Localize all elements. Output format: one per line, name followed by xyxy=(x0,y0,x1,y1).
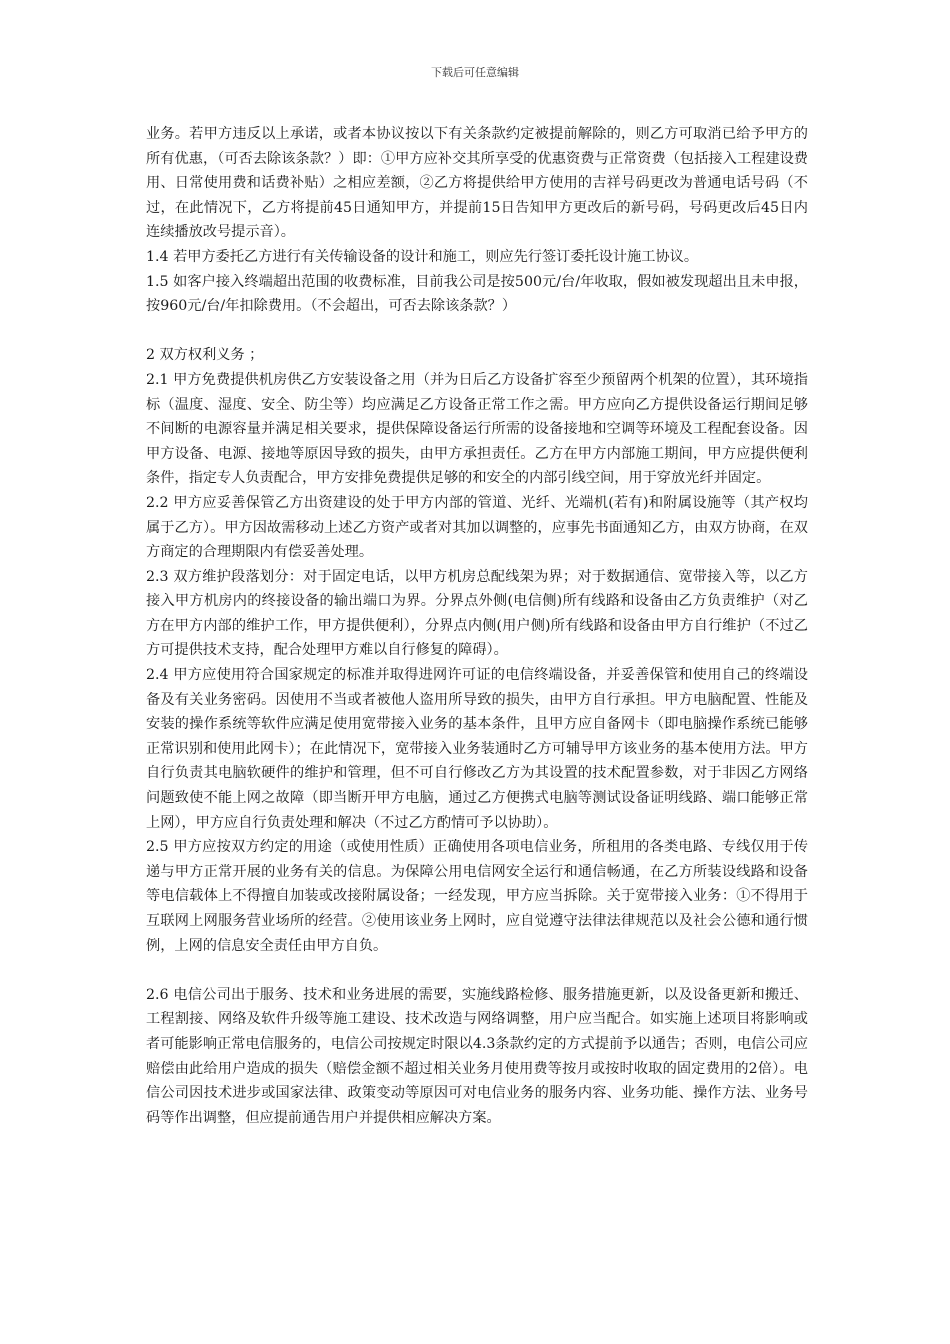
paragraph-2-5: 2.5 甲方应按双方约定的用途（或使用性质）正确使用各项电信业务，所租用的各类电路、专线仅用于传递与甲方正常开展的业务有关的信息。为保障公用电信网安全运行和通信畅通，在乙方所装设线路和设备等电信载体上不得擅自加装或改接附属设备；一经发现，甲方应当拆除。关于宽带接入业务：①不得用于互联网上网服务营业场所的经营。②使用该业务上网时，应自觉遵守法律法律规范以及社会公德和通行惯例，上网的信息安全责任由甲方自负。 xyxy=(146,839,808,954)
paragraph-2-3: 2.3 双方维护段落划分：对于固定电话，以甲方机房总配线架为界；对于数据通信、宽带接入等，以乙方接入甲方机房内的终接设备的输出端口为界。分界点外侧(电信侧)所有线路和设备由乙方负责维护（对乙方在甲方内部的维护工作，甲方提供便利），分界点内侧(用户侧)所有线路和设备由甲方自行维护（不过乙方可提供技术支持，配合处理甲方难以自行修复的障碍）。 xyxy=(146,568,808,659)
paragraph-1-4: 1.4 若甲方委托乙方进行有关传输设备的设计和施工，则应先行签订委托设计施工协议。 xyxy=(146,248,699,265)
paragraph-2-6: 2.6 电信公司出于服务、技术和业务进展的需要，实施线路检修、服务措施更新，以及设备更新和搬迁、工程割接、网络及软件升级等施工建设、技术改造与网络调整，用户应当配合。如实施上述项目将影响或者可能影响正常电信服务的，电信公司按规定时限以4.3条款约定的方式提前予以通告；否则，电信公司应赔偿由此给用户造成的损失（赔偿金额不超过相关业务月使用费等按月或按时收取的固定费用的2倍）。电信公司因技术进步或国家法律、政策变动等原因可对电信业务的服务内容、业务功能、操作方法、业务号码等作出调整，但应提前通告用户并提供相应解决方案。 xyxy=(146,986,808,1126)
page-header-note: 下载后可任意编辑 xyxy=(431,66,519,79)
paragraph-1-5: 1.5 如客户接入终端超出范围的收费标准，目前我公司是按500元/台/年收取，假如被发现超出且未申报，按960元/台/年扣除费用。（不会超出，可否去除该条款？） xyxy=(146,273,808,315)
blank-line xyxy=(146,319,808,344)
blank-line xyxy=(146,958,808,983)
paragraph-1-3-continued: 业务。若甲方违反以上承诺，或者本协议按以下有关条款约定被提前解除的，则乙方可取消已给予甲方的所有优惠，（可否去除该条款？）即：①甲方应补交其所享受的优惠资费与正常资费（包括接入工程建设费用、日常使用费和话费补贴）之相应差额，②乙方将提供给甲方使用的吉祥号码更改为普通电话号码（不过，在此情况下，乙方将提前45日通知甲方，并提前15日告知甲方更改后的新号码，号码更改后45日内连续播放改号提示音）。 xyxy=(146,126,808,241)
paragraph-2-1: 2.1 甲方免费提供机房供乙方安装设备之用（并为日后乙方设备扩容至少预留两个机架的位置），其环境指标（温度、湿度、安全、防尘等）均应满足乙方设备正常工作之需。甲方应向乙方提供设备运行期间足够不间断的电源容量并满足相关要求，提供保障设备运行所需的设备接地和空调等环境及工程配套设备。因甲方设备、电源、接地等原因导致的损失，由甲方承担责任。乙方在甲方内部施工期间，甲方应提供便利条件，指定专人负责配合，甲方安排免费提供足够的和安全的内部引线空间，用于穿放光纤并固定。 xyxy=(146,371,808,487)
paragraph-2-4: 2.4 甲方应使用符合国家规定的标准并取得进网许可证的电信终端设备，并妥善保管和使用自己的终端设备及有关业务密码。因使用不当或者被他人盗用所导致的损失，由甲方自行承担。甲方电脑配置、性能及安装的操作系统等软件应满足使用宽带接入业务的基本条件，且甲方应自备网卡（即电脑操作系统已能够正常识别和使用此网卡）；在此情况下，宽带接入业务装通时乙方可辅导甲方该业务的基本使用方法。甲方自行负责其电脑软硬件的维护和管理，但不可自行修改乙方为其设置的技术配置参数，对于非因乙方网络问题致使不能上网之故障（即当断开甲方电脑，通过乙方便携式电脑等测试设备证明线路、端口能够正常上网），甲方应自行负责处理和解决（不过乙方酌情可予以协助）。 xyxy=(146,667,808,831)
section-2-heading: 2 双方权利义务 ； xyxy=(146,347,264,364)
paragraph-2-2: 2.2 甲方应妥善保管乙方出资建设的处于甲方内部的管道、光纤、光端机(若有)和附属设施等（其产权均属于乙方）。甲方因故需移动上述乙方资产或者对其加以调整的，应事先书面通知乙方，由双方协商，在双方商定的合理期限内有偿妥善处理。 xyxy=(146,494,808,561)
document-body xyxy=(146,122,808,1130)
